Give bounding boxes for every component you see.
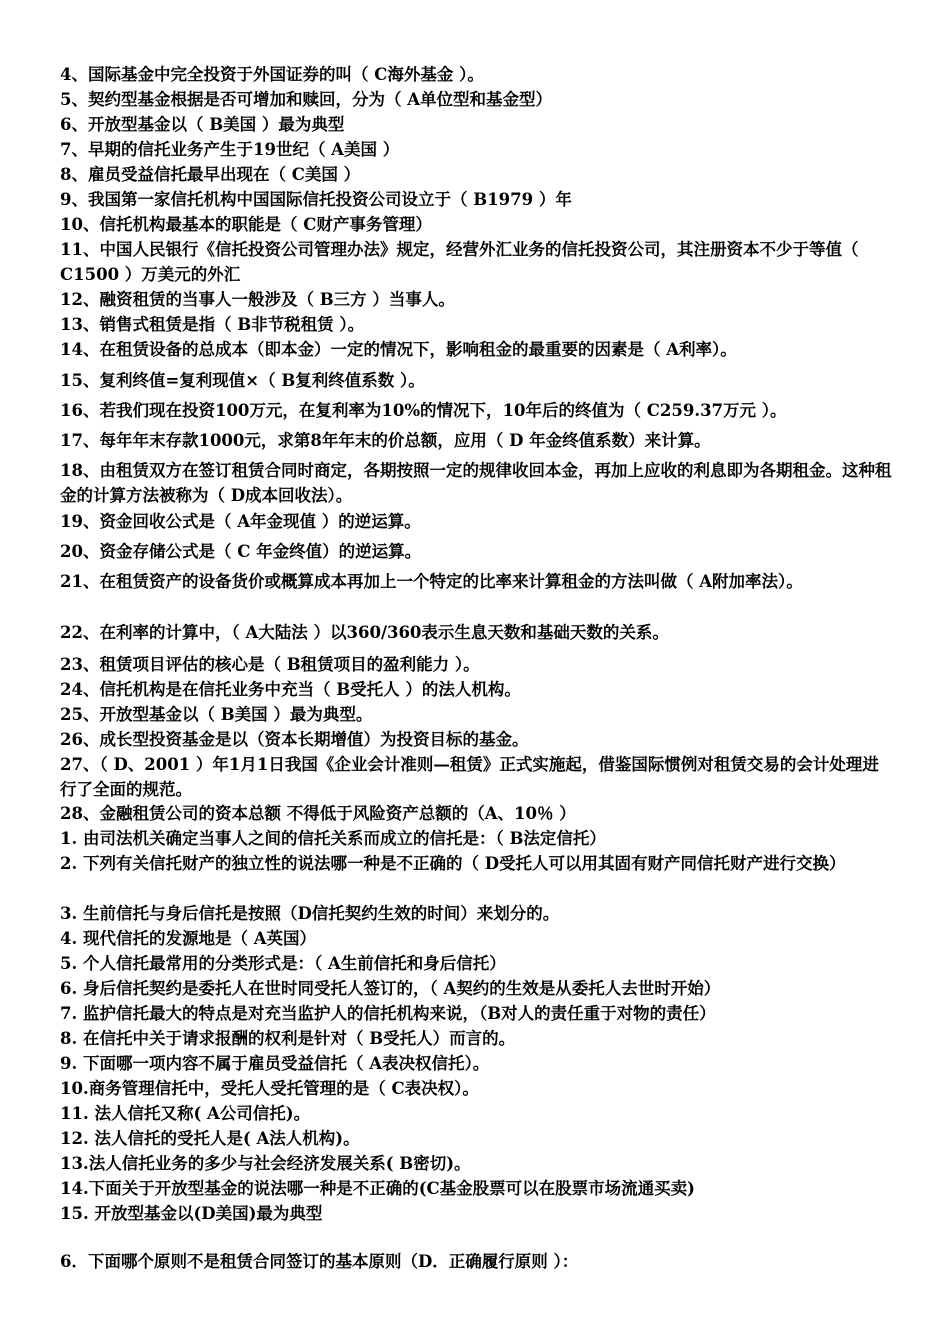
- question-line: 11. 法人信托又称( A公司信托)。: [60, 1104, 311, 1123]
- question-line: 17、每年年末存款1000元，求第8年年末的价总额，应用（ D 年金终值系数）来计算。: [60, 431, 711, 450]
- question-line: 13、销售式租赁是指（ B非节税租赁 ）。: [60, 315, 365, 334]
- question-line: 18、由租赁双方在签订租赁合同时商定，各期按照一定的规律收回本金，再加上应收的利息即为各期租金。这种租金的计算方法被称为（ D成本回收法）。: [60, 461, 892, 505]
- question-line: 5、契约型基金根据是否可增加和赎回，分为（ A单位型和基金型）: [60, 90, 553, 109]
- question-line: 12. 法人信托的受托人是( A法人机构)。: [60, 1129, 360, 1148]
- question-line: 15. 开放型基金以(D美国)最为典型: [60, 1204, 323, 1223]
- question-line: 3. 生前信托与身后信托是按照（D信托契约生效的时间）来划分的。: [60, 904, 560, 923]
- question-line: 9. 下面哪一项内容不属于雇员受益信托（ A表决权信托）。: [60, 1054, 490, 1073]
- question-line: 7. 监护信托最大的特点是对充当监护人的信托机构来说，（B对人的责任重于对物的责任）: [60, 1004, 716, 1023]
- question-line: 8、雇员受益信托最早出现在（ C美国 ）: [60, 165, 361, 184]
- question-line: 10、信托机构最基本的职能是（ C财产事务管理）: [60, 215, 432, 234]
- question-line: 6．下面哪个原则不是租赁合同签订的基本原则（D．正确履行原则 ）：: [60, 1252, 579, 1271]
- question-line: 19、资金回收公式是（ A年金现值 ）的逆运算。: [60, 512, 421, 531]
- question-line: 1. 由司法机关确定当事人之间的信托关系而成立的信托是：（ B法定信托）: [60, 829, 606, 848]
- question-line: 15、复利终值=复利现值×（ B复利终值系数 ）。: [60, 371, 425, 390]
- question-line: 24、信托机构是在信托业务中充当（ B受托人 ）的法人机构。: [60, 680, 521, 699]
- question-line: 12、融资租赁的当事人一般涉及（ B三方 ）当事人。: [60, 290, 455, 309]
- question-line: 5. 个人信托最常用的分类形式是：（ A生前信托和身后信托）: [60, 954, 506, 973]
- question-line: 23、租赁项目评估的核心是（ B租赁项目的盈利能力 ）。: [60, 655, 480, 674]
- question-line: 4、国际基金中完全投资于外国证券的叫（ C海外基金 ）。: [60, 65, 484, 84]
- question-line: 14、在租赁设备的总成本（即本金）一定的情况下，影响租金的最重要的因素是（ A利率）。: [60, 340, 737, 359]
- question-line: 16、若我们现在投资100万元，在复利率为10%的情况下，10年后的终值为（ C259.37万元 ）。: [60, 401, 787, 420]
- question-line: 6、开放型基金以（ B美国 ）最为典型: [60, 115, 345, 134]
- question-line: 10.商务管理信托中，受托人受托管理的是（ C表决权）。: [60, 1079, 479, 1098]
- question-line: 8. 在信托中关于请求报酬的权利是针对（ B受托人）而言的。: [60, 1029, 516, 1048]
- question-line: 9、我国第一家信托机构中国国际信托投资公司设立于（ B1979 ）年: [60, 190, 572, 209]
- question-line: 4. 现代信托的发源地是（ A英国）: [60, 929, 317, 948]
- question-line: 13.法人信托业务的多少与社会经济发展关系( B密切)。: [60, 1154, 471, 1173]
- question-line: 22、在利率的计算中，（ A大陆法 ）以360/360表示生息天数和基础天数的关系。: [60, 623, 669, 642]
- question-line: 2. 下列有关信托财产的独立性的说法哪一种是不正确的（ D受托人可以用其固有财产同信托财产进行交换）: [60, 854, 846, 873]
- question-line: 26、成长型投资基金是以（资本长期增值）为投资目标的基金。: [60, 730, 529, 749]
- question-line: 20、资金存储公式是（ C 年金终值）的逆运算。: [60, 542, 422, 561]
- question-line: 11、中国人民银行《信托投资公司管理办法》规定，经营外汇业务的信托投资公司，其注册资本不少于等值（ C1500 ）万美元的外汇: [60, 240, 859, 284]
- question-line: 7、早期的信托业务产生于19世纪（ A美国 ）: [60, 140, 400, 159]
- question-line: 28、金融租赁公司的资本总额 不得低于风险资产总额的（A、10％ ）: [60, 804, 576, 823]
- question-line: 14.下面关于开放型基金的说法哪一种是不正确的(C基金股票可以在股票市场流通买卖): [60, 1179, 695, 1198]
- question-line: 25、开放型基金以（ B美国 ）最为典型。: [60, 705, 373, 724]
- question-line: 6. 身后信托契约是委托人在世时同受托人签订的，（ A契约的生效是从委托人去世时开始）: [60, 979, 721, 998]
- question-line: 21、在租赁资产的设备货价或概算成本再加上一个特定的比率来计算租金的方法叫做（ A附加率法）。: [60, 572, 803, 591]
- question-line: 27、（ D、2001 ）年1月1日我国《企业会计准则—租赁》正式实施起，借鉴国际惯例对租赁交易的会计处理进行了全面的规范。: [60, 755, 879, 799]
